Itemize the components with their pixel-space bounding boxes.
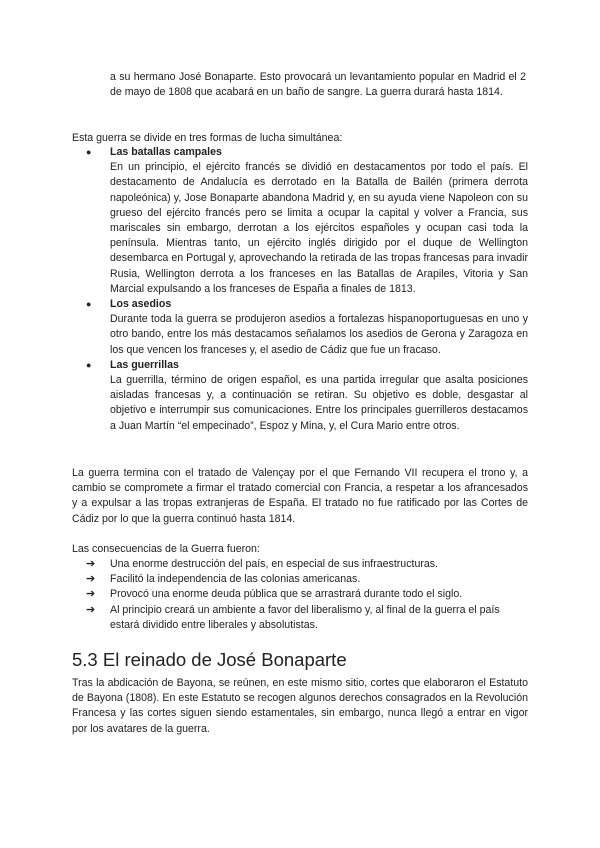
list-item-title: Las batallas campales	[110, 146, 222, 158]
consequence-text: Al principio creará un ambiente a favor del liberalismo y, al final de la guerra el país estará dividido entre liberales y absolutistas.	[110, 603, 500, 631]
list-item-text: Durante toda la guerra se produjeron asedios a fortalezas hispanoportuguesas en uno y otro bando, entre los más destacamos señalamos los asedios de Gerona y Zaragoza en los que vencen los franceses y, el asedio de Cádiz que fue un fracaso.	[110, 313, 528, 356]
consequences-intro: Las consecuencias de la Guerra fueron:	[72, 543, 260, 555]
list-item-asedios	[72, 297, 528, 358]
arrow-right-icon: ➔	[86, 573, 96, 586]
list-item-text: La guerrilla, término de origen español, es una partida irregular que asalta posiciones aisladas francesas y, a continuación se retiran. Su objetivo es doble, desgastar al objetivo e interrumpir sus comunicaciones. Entre los principales guerrilleros destacamos a Juan Martín “el empecinado”, Espoz y Mina, y, el Cura Mario entre otros.	[110, 374, 528, 432]
arrow-right-icon: ➔	[86, 558, 96, 570]
list-item-guerrillas	[72, 358, 528, 434]
consequence-text: Facilitó la independencia de las colonias americanas.	[110, 573, 361, 586]
consequence-item	[72, 587, 528, 602]
war-forms-list	[72, 145, 528, 434]
list-item-text: En un principio, el ejército francés se dividió en destacamentos por todo el país. El destacamento de Andalucía es derrotado en la Batalla de Bailén (primera derrota napoleónica) y, Jose Bonaparte abandona Madrid y, en su ayuda viene Napoleon con su grueso del ejército francés pero se limita a ocupar la capital y volver a Francia, sus mariscales sin embargo, derrotan a los ejércitos españoles y ocupan casi toda la península. Mientras tanto, un ejército inglés dirigido por el duque de Wellington desembarca en Portugal y, aprovechando la retirada de las tropas francesas para invadir Rusia, Wellington derrota a los franceses en las Batallas de Arapiles, Vitoria y San Marcial expulsando a los franceses de España a finales de 1813.	[110, 161, 528, 295]
consequence-item	[72, 557, 528, 572]
war-forms-intro: Esta guerra se divide en tres formas de lucha simultánea:	[72, 132, 343, 144]
bullet-icon: ●	[86, 359, 92, 370]
bullet-icon: ●	[86, 147, 92, 157]
continuation-paragraph: a su hermano José Bonaparte. Esto provocará un levantamiento popular en Madrid el 2 de mayo de 1808 que acabará en un baño de sangre. La guerra durará hasta 1814.	[110, 71, 526, 99]
list-item-batallas-campales	[72, 145, 528, 297]
arrow-right-icon: ➔	[86, 603, 96, 616]
list-item-title: Las guerrillas	[110, 358, 179, 371]
list-item-title: Los asedios	[110, 298, 172, 311]
bullet-icon: ●	[86, 299, 92, 310]
consequence-item	[72, 603, 528, 633]
arrow-right-icon: ➔	[86, 588, 96, 601]
section-heading: 5.3 El reinado de José Bonaparte	[72, 649, 347, 670]
bayona-paragraph: Tras la abdicación de Bayona, se reúnen, en este mismo sitio, cortes que elaboraron el Estatuto de Bayona (1808). En este Estatuto se recogen algunos derechos consagrados en la Revolución Francesa y las cortes siguen siendo estamentales, sin embargo, nunca llegó a entrar en vigor por los avatares de la guerra.	[72, 677, 528, 735]
consequence-item	[72, 572, 528, 587]
consequences-list	[72, 557, 528, 633]
consequence-text: Una enorme destrucción del país, en especial de sus infraestructuras.	[110, 558, 438, 570]
consequence-text: Provocó una enorme deuda pública que se arrastrará durante todo el siglo.	[110, 588, 463, 601]
war-end-paragraph: La guerra termina con el tratado de Valençay por el que Fernando VII recupera el trono y, a cambio se compromete a firmar el tratado comercial con Francia, a respetar a los afrancesados y a expulsar a las tropas extranjeras de España. El tratado no fue ratificado por las Cortes de Cádiz por lo que la guerra continuó hasta 1814.	[72, 467, 528, 525]
